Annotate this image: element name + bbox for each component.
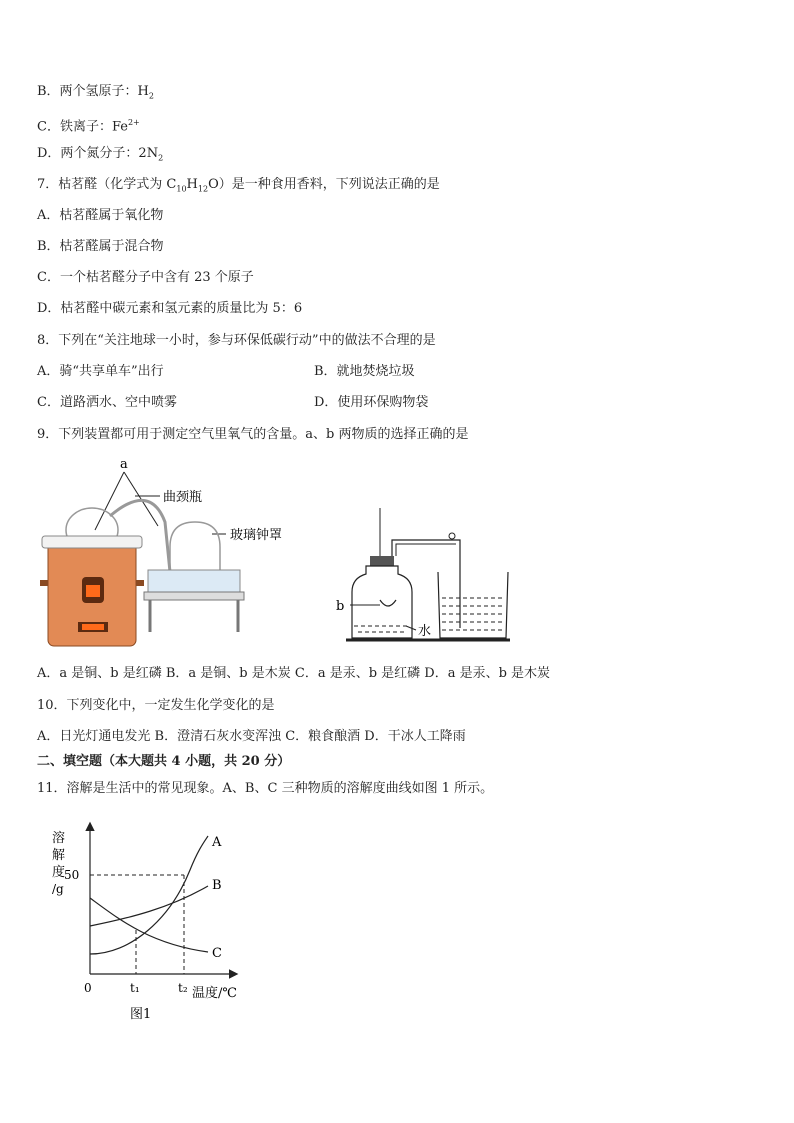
q6-option-b: B．两个氢原子：$H_2$ [37,84,154,101]
y-tick-50: 50 [64,868,80,882]
label-a: a [120,457,128,472]
q7-option-a: A．枯茗醛属于氧化物 [37,208,164,223]
label-flask: 曲颈瓶 [163,490,203,505]
q6-option-d: D．两个氮分子：$2N_2$ [37,146,164,163]
q8-option-b: B．就地焚烧垃圾 [314,364,415,379]
x-tick-t1: t₁ [130,981,140,995]
y-label-4: /g [52,882,64,896]
q8-option-c: C．道路洒水、空中喷雾 [37,395,177,410]
curve-B [90,886,208,926]
x-tick-t2: t₂ [178,981,188,995]
q7-option-d: D．枯茗醛中碳元素和氢元素的质量比为 5：6 [37,301,303,316]
y-label-3: 度 [52,865,66,880]
solubility-chart [40,820,260,1030]
q10-options: A．日光灯通电发光 B．澄清石灰水变浑浊 C．粮食酿酒 D．干冰人工降雨 [37,729,466,744]
q9-stem: 9．下列装置都可用于测定空气里氧气的含量。a、b 两物质的选择正确的是 [37,427,469,442]
x-label: 温度/℃ [192,986,237,1001]
figure-caption: 图1 [130,1007,152,1022]
q10-stem: 10．下列变化中，一定发生化学变化的是 [37,698,275,713]
series-label-b: B [212,878,222,893]
curve-C [90,898,208,952]
q6-option-c: C．铁离子：$Fe^{2+}$ [37,118,140,135]
series-label-a: A [212,835,222,850]
y-label-2: 解 [52,848,66,863]
label-bell-jar: 玻璃钟罩 [230,528,283,543]
x-tick-0: 0 [84,981,92,995]
phosphorus-apparatus-figure [330,500,520,650]
q7-option-b: B．枯茗醛属于混合物 [37,239,164,254]
q8-option-a: A．骑“共享单车”出行 [37,364,164,379]
label-water: 水 [418,624,432,639]
y-label-1: 溶 [52,831,66,846]
q8-stem: 8．下列在“关注地球一小时，参与环保低碳行动”中的做法不合理的是 [37,333,436,348]
section-heading: 二、填空题（本大题共 4 小题，共 20 分） [37,754,291,769]
q7-option-c: C．一个枯茗醛分子中含有 23 个原子 [37,270,254,285]
q9-options: A．a 是铜、b 是红磷 B．a 是铜、b 是木炭 C．a 是汞、b 是红磷 D．a 是汞、b 是木炭 [37,666,551,681]
q7-stem: 7．枯茗醛（化学式为 $C_{10}H_{12}O$）是一种食用香料，下列说法正确的是 [37,177,440,194]
series-label-c: C [212,946,222,961]
q11-stem: 11．溶解是生活中的常见现象。A、B、C 三种物质的溶解度曲线如图 1 所示。 [37,781,494,796]
label-b: b [336,599,345,614]
lavoisier-apparatus-figure [40,452,300,652]
q8-option-d: D．使用环保购物袋 [314,395,429,410]
